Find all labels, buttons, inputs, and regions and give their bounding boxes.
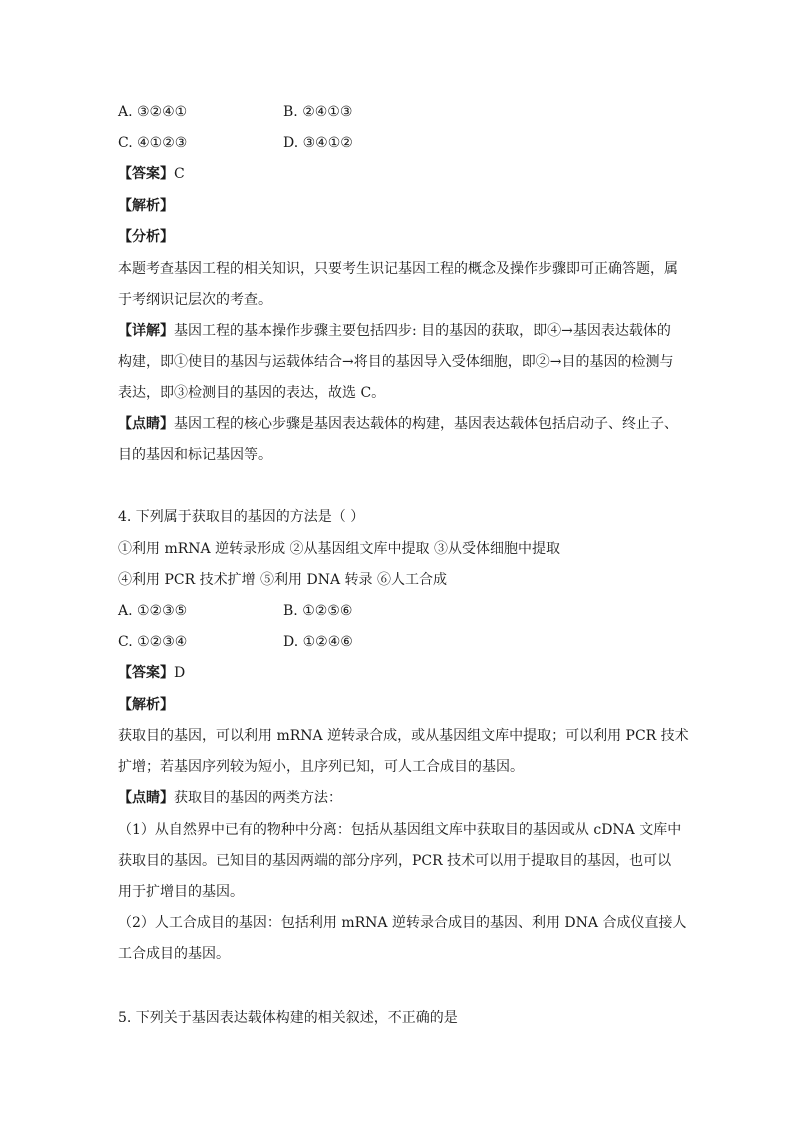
q3-option-c: C. ④①②③ (118, 135, 188, 151)
q3-answer (118, 164, 185, 184)
q3-option-a: A. ③②④① (118, 104, 188, 120)
q3-analysis-label: 【解析】 (118, 198, 174, 214)
q3-detail-line3: 表达，即③检测目的基因的表达，故选 C。 (118, 385, 386, 401)
q5-stem: 5. 下列关于基因表达载体构建的相关叙述，不正确的是 (118, 1010, 458, 1026)
q4-option-d: D. ①②④⑥ (283, 634, 353, 650)
tip-label: 【点睛】 (118, 416, 174, 432)
q4-option-b: B. ①②⑤⑥ (283, 603, 353, 619)
tip-label: 【点睛】 (118, 790, 174, 806)
q4-tip-intro: 【点睛】获取目的基因的两类方法： (118, 790, 342, 806)
q4-analysis-line2: 扩增；若基因序列较为短小，且序列已知，可人工合成目的基因。 (118, 759, 524, 775)
q4-items-line1: ①利用 mRNA 逆转录形成 ②从基因组文库中提取 ③从受体细胞中提取 (118, 541, 560, 557)
q4-option-c: C. ①②③④ (118, 634, 188, 650)
q4-tip-p1-line3: 用于扩增目的基因。 (118, 884, 244, 900)
q3-detail-line1: 【详解】基因工程的基本操作步骤主要包括四步: 目的基因的获取，即④→基因表达载体的 (118, 323, 671, 339)
detail-label: 【详解】 (118, 323, 174, 339)
q3-detail-line2: 构建，即①使目的基因与运载体结合→将目的基因导入受体细胞，即②→目的基因的检测与 (118, 354, 674, 370)
q3-tip-line2: 目的基因和标记基因等。 (118, 447, 272, 463)
q4-items-line2: ④利用 PCR 技术扩增 ⑤利用 DNA 转录 ⑥人工合成 (118, 572, 447, 588)
q4-tip-p2-line1: （2）人工合成目的基因：包括利用 mRNA 逆转录合成目的基因、利用 DNA 合成仪直接人 (118, 915, 687, 931)
answer-value: C (174, 166, 185, 182)
q4-analysis-line1: 获取目的基因，可以利用 mRNA 逆转录合成，或从基因组文库中提取；可以利用 PCR 技术 (118, 728, 689, 744)
q4-tip-p1-line2: 获取目的基因。已知目的基因两端的部分序列，PCR 技术可以用于提取目的基因，也可以 (118, 853, 672, 869)
q3-fenxi-label: 【分析】 (118, 229, 174, 245)
q3-option-b: B. ②④①③ (283, 104, 353, 120)
q4-stem: 4. 下列属于获取目的基因的方法是（ ） (118, 509, 365, 525)
q4-tip-p2-line2: 工合成目的基因。 (118, 946, 230, 962)
q4-analysis-label: 【解析】 (118, 697, 174, 713)
answer-value: D (174, 665, 186, 681)
answer-label: 【答案】 (118, 665, 174, 681)
q4-tip-p1-line1: （1）从自然界中已有的物种中分离：包括从基因组文库中获取目的基因或从 cDNA 文库中 (118, 822, 682, 838)
answer-label: 【答案】 (118, 166, 174, 182)
q3-option-d: D. ③④①② (283, 135, 353, 151)
q3-fenxi-line1: 本题考查基因工程的相关知识，只要考生识记基因工程的概念及操作步骤即可正确答题，属 (118, 261, 678, 277)
q4-option-a: A. ①②③⑤ (118, 603, 188, 619)
q4-answer (118, 663, 185, 683)
q3-fenxi-line2: 于考纲识记层次的考查。 (118, 292, 272, 308)
q3-tip-line1: 【点睛】基因工程的核心步骤是基因表达载体的构建，基因表达载体包括启动子、终止子、 (118, 416, 678, 432)
